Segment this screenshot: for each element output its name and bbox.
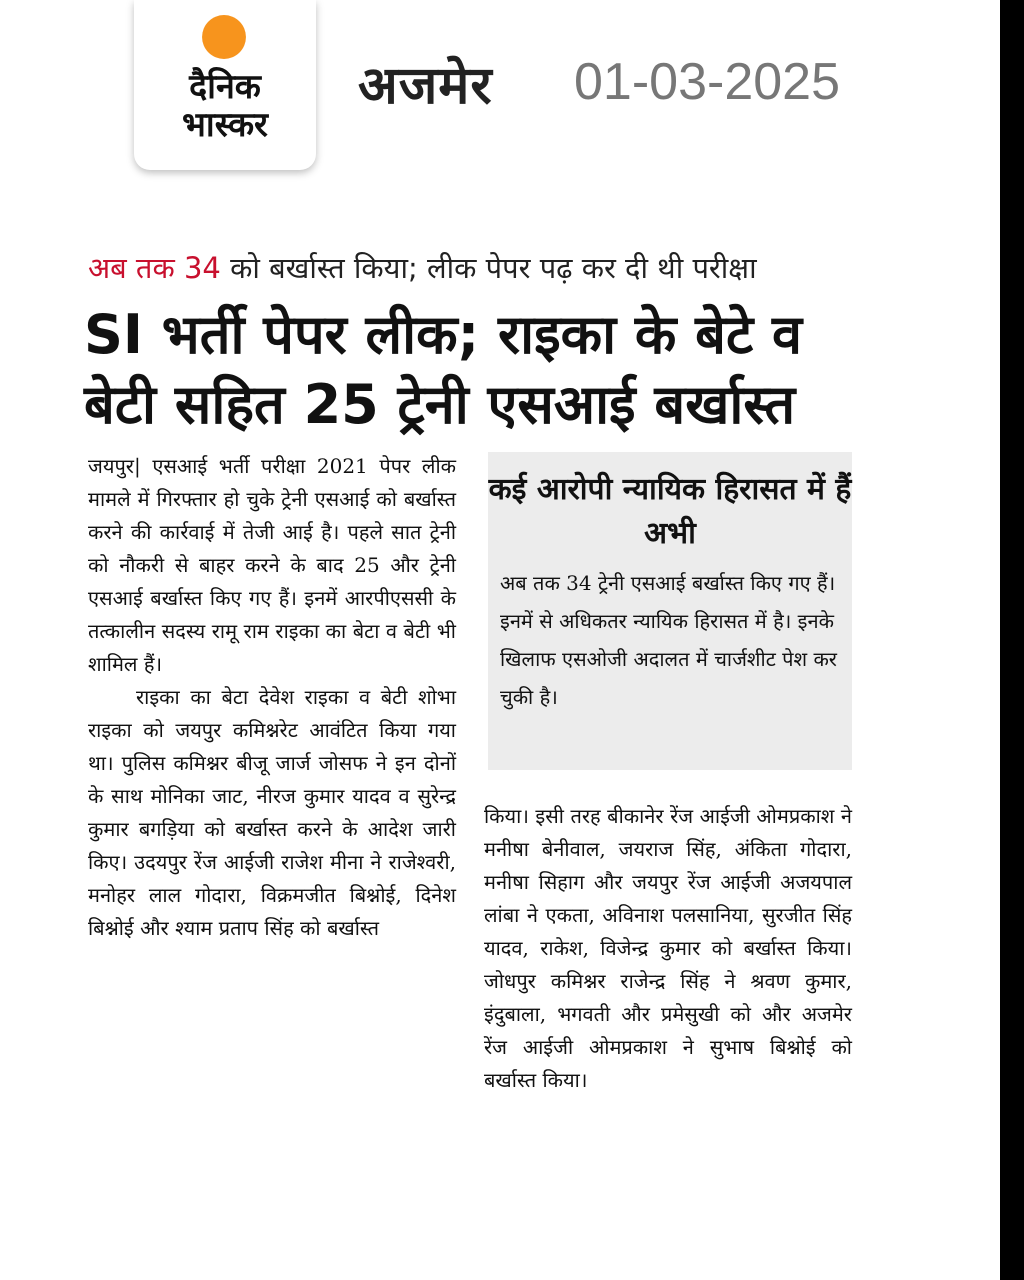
kicker-highlight: अब तक 34: [88, 251, 221, 285]
edition-date: 01-03-2025: [574, 53, 840, 111]
sidebar-box-title: कई आरोपी न्यायिक हिरासत में हैं अभी: [488, 472, 852, 551]
headline: SI भर्ती पेपर लीक; राइका के बेटे व बेटी सहित 25 ट्रेनी एसआई बर्खास्त: [84, 303, 802, 436]
sidebar-box-body: अब तक 34 ट्रेनी एसआई बर्खास्त किए गए हैं। इनमें से अधिकतर न्यायिक हिरासत में है। इनके खिलाफ एसओजी अदालत में चार्जशीट पेश कर चुकी है।: [500, 571, 837, 709]
logo-line-1: दैनिक: [189, 67, 261, 107]
black-border: [1000, 0, 1024, 1280]
sidebar-box: [488, 452, 852, 770]
article-column-1: [88, 450, 456, 945]
paragraph-3: किया। इसी तरह बीकानेर रेंज आईजी ओमप्रकाश ने मनीषा बेनीवाल, जयराज सिंह, अंकिता गोदारा, मनीषा सिहाग और जयपुर रेंज आईजी अजयपाल लांबा ने एकता, अविनाश पलसानिया, सुरजीत सिंह यादव, राकेश, विजेन्द्र कुमार को बर्खास्त किया। जोधपुर कमिश्नर राजेन्द्र सिंह ने श्रवण कुमार, इंदुबाला, भगवती और प्रमेसुखी को और अजमेर रेंज आईजी ओमप्रकाश ने सुभाष बिश्नोई को बर्खास्त किया।: [484, 804, 852, 1092]
edition-city: अजमेर: [358, 56, 493, 116]
dainik-bhaskar-logo: [134, 0, 316, 170]
kicker-line: [88, 248, 757, 287]
article-column-2: [484, 800, 852, 1097]
logo-wordmark: [134, 68, 316, 144]
kicker-text: को बर्खास्त किया; लीक पेपर पढ़ कर दी थी परीक्षा: [220, 251, 757, 285]
paragraph-2: राइका का बेटा देवेश राइका व बेटी शोभा राइका को जयपुर कमिश्नरेट आवंटित किया गया था। पुलिस कमिश्नर बीजू जार्ज जोसफ ने इन दोनों के साथ मोनिका जाट, नीरज कुमार यादव व सुरेन्द्र कुमार बगड़िया को बर्खास्त करने के आदेश जारी किए। उदयपुर रेंज आईजी राजेश मीना ने राजेश्वरी, मनोहर लाल गोदारा, विक्रमजीत बिश्नोई, दिनेश बिश्नोई और श्याम प्रताप सिंह को बर्खास्त: [88, 685, 456, 940]
logo-line-2: भास्कर: [182, 105, 268, 145]
paragraph-1: जयपुर| एसआई भर्ती परीक्षा 2021 पेपर लीक मामले में गिरफ्तार हो चुके ट्रेनी एसआई को बर्खास्त करने की कार्रवाई में तेजी आई है। पहले सात ट्रेनी को नौकरी से बाहर करने के बाद 25 और ट्रेनी एसआई बर्खास्त किए गए हैं। इनमें आरपीएससी के तत्कालीन सदस्य रामू राम राइका का बेटा व बेटी भी शामिल हैं।: [88, 454, 456, 676]
sun-icon: [201, 14, 247, 60]
